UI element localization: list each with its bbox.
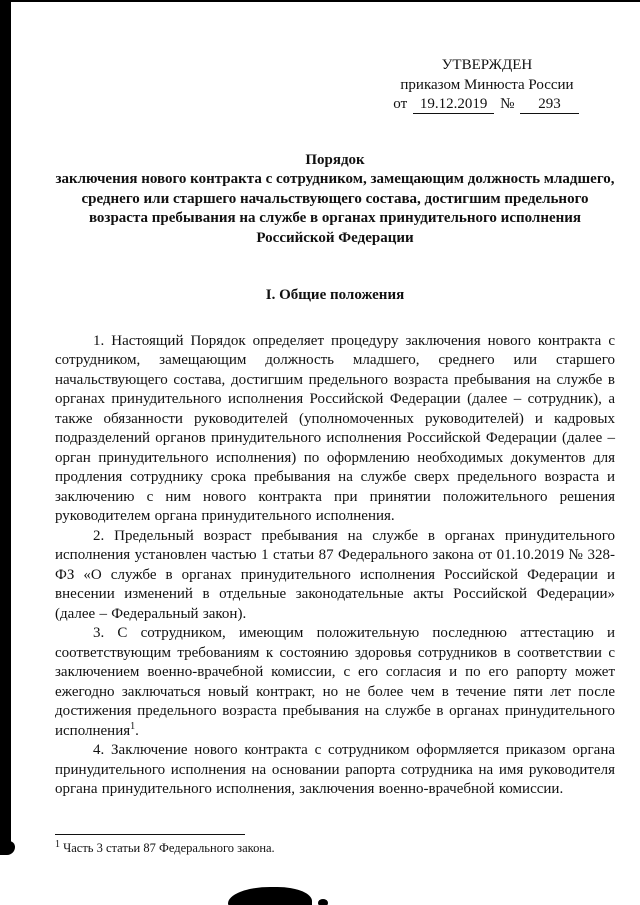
footnote-separator bbox=[55, 834, 245, 835]
scan-artifact-left-edge bbox=[0, 0, 11, 853]
footnote-text: Часть 3 статьи 87 Федерального закона. bbox=[63, 841, 275, 855]
scan-artifact-bottom-blob bbox=[228, 887, 312, 905]
document-content bbox=[55, 0, 615, 800]
footnote-reference: 1 bbox=[130, 720, 136, 732]
paragraph-3-period: . bbox=[135, 722, 139, 739]
footnote bbox=[55, 840, 475, 856]
approval-approved-label: УТВЕРЖДЕН bbox=[441, 57, 533, 73]
section-heading: I. Общие положения bbox=[265, 287, 405, 303]
approval-number-sign: № bbox=[500, 96, 515, 112]
paragraph-3 bbox=[55, 624, 615, 741]
document-title-text: заключения нового контракта с сотрудником, замещающим должность младшего, среднего или старшего начальствующего состава, достигшим предельного возраста пребывания на службе в органах принудительного исполнения Российской Федерации bbox=[55, 171, 615, 246]
approval-from-label: от bbox=[393, 96, 408, 112]
scan-artifact-bottom-speck bbox=[318, 899, 328, 905]
paragraph-4: 4. Заключение нового контракта с сотрудником оформляется приказом органа принудительного исполнения на основании рапорта сотрудника на имя руководителя органа принудительного исполнения, заключения военно-врачебной комиссии. bbox=[55, 742, 615, 797]
approval-date: 19.12.2019 bbox=[413, 96, 495, 114]
paragraph-3-text: 3. С сотрудником, имеющим положительную последнюю аттестацию и соответствующим требованиям к состоянию здоровья сотрудников в соответствии с заключением военно-врачебной комиссии, с его согласия и по его рапорту может ежегодно заключаться новый контракт, но не более чем в течение пяти лет после достижения предельного возраста пребывания на службе в органах принудительного исполнения bbox=[55, 625, 615, 739]
approval-block bbox=[367, 56, 607, 115]
approval-date-line bbox=[367, 95, 607, 115]
document-title-word: Порядок bbox=[305, 151, 365, 168]
document-title bbox=[55, 151, 615, 249]
paragraph-1: 1. Настоящий Порядок определяет процедуру заключения нового контракта с сотрудником, замещающим должность младшего, среднего или старшего начальствующего состава, достигшим предельного возраста пребывания на службе в органах принудительного исполнения Российской Федерации (далее – сотрудник), а также обязанности руководителей (уполномоченных руководителей) и кадровых подразделений органов принудительного исполнения Российской Федерации (далее – орган принудительного исполнения) по оформлению необходимых документов для продления сотруднику срока пребывания на службе сверх предельного возраста и заключению с ним нового контракта при принятии положительного решения руководителем органа принудительного исполнения. bbox=[55, 332, 615, 524]
approval-number: 293 bbox=[520, 96, 579, 114]
paragraph-2: 2. Предельный возраст пребывания на службе в органах принудительного исполнения установлен частью 1 статьи 87 Федерального закона от 01.10.2019 № 328-ФЗ «О службе в органах принудительного исполнения Российской Федерации и внесении изменений в отдельные законодательные акты Российской Федерации» (далее – Федеральный закон). bbox=[55, 527, 615, 622]
footnote-block bbox=[55, 834, 475, 856]
approval-order-line: приказом Минюста России bbox=[400, 76, 574, 93]
footnote-marker: 1 bbox=[55, 838, 60, 850]
